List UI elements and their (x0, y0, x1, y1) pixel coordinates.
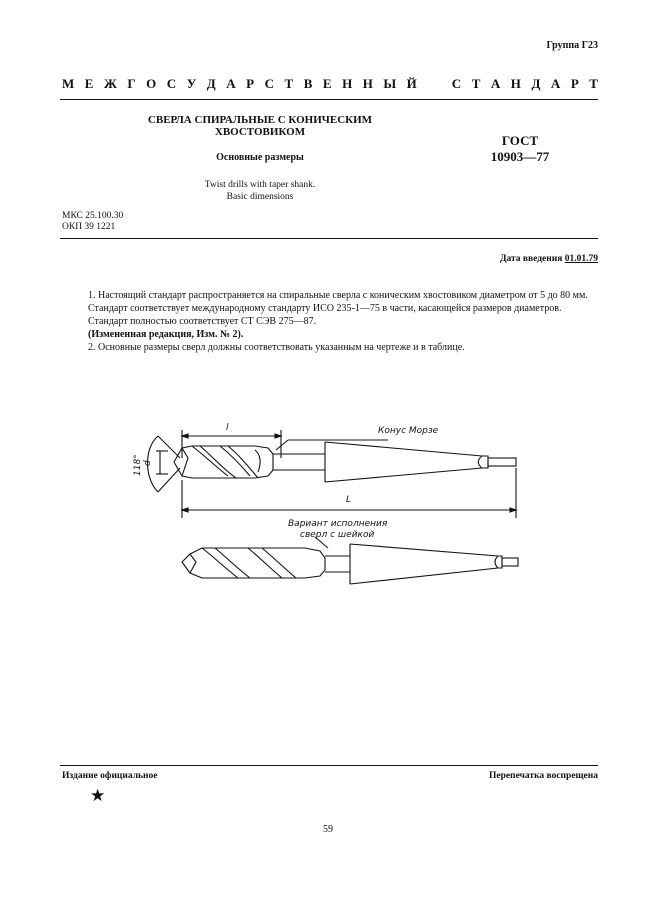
heading-letter: О (146, 76, 157, 91)
group-code: Группа Г23 (546, 40, 598, 51)
heading-letter: Н (342, 76, 353, 91)
taper-shank (325, 442, 488, 482)
variant-tang (502, 558, 518, 566)
variant-tip-edge (190, 554, 196, 573)
star-icon: ★ (90, 786, 106, 805)
variant-tang-curve (495, 556, 498, 568)
label-variant-2: сверл с шейкой (300, 530, 375, 540)
title-line-1: СВЕРЛА СПИРАЛЬНЫЕ С КОНИЧЕСКИМ (147, 114, 373, 126)
label-L: L (346, 495, 352, 505)
classification-codes (62, 211, 123, 233)
document-subtitle: Основные размеры (216, 152, 304, 163)
okp-code: ОКП 39 1221 (62, 222, 116, 232)
dim-L-arrow-left (182, 508, 188, 512)
heading-letter: Р (246, 76, 255, 91)
heading-word-gap (427, 76, 441, 92)
label-variant-1: Вариант исполнения (288, 519, 388, 529)
introduction-date-value: 01.01.79 (564, 254, 598, 264)
official-edition-note: Издание официальное (62, 771, 158, 781)
heading-letter: Д (531, 76, 541, 91)
heading-letter: Н (362, 76, 373, 91)
reprint-prohibited-note: Перепечатка воспрещена (488, 771, 598, 781)
body-paragraph: (Измененная редакция, Изм. № 2). (88, 329, 244, 340)
introduction-date (500, 254, 598, 264)
label-l: l (226, 423, 229, 433)
footer-rule (60, 765, 598, 766)
codes-rule (60, 238, 598, 239)
body-paragraph: Стандарт полностью соответствует СТ СЭВ 275—87. (88, 316, 317, 327)
english-title-line-1: Twist drills with taper shank. (204, 180, 316, 190)
document-title (120, 114, 400, 138)
flute-3 (220, 446, 250, 476)
gost-label: ГОСТ (501, 133, 539, 148)
heading-letter: С (166, 76, 177, 91)
dim-l-arrow-left (182, 434, 188, 438)
variant-taper-shank (350, 544, 502, 584)
heading-letter: Г (127, 76, 136, 91)
standard-type-heading (62, 76, 598, 92)
heading-letter: Е (322, 76, 332, 91)
dim-l-arrow-right (275, 434, 281, 438)
flute-1 (192, 446, 228, 476)
heading-letter: А (550, 76, 561, 91)
heading-letter: А (226, 76, 236, 91)
label-angle: 118° (133, 454, 143, 476)
heading-letter: Д (206, 76, 216, 91)
tang-curve (478, 456, 482, 468)
heading-letter: А (490, 76, 501, 91)
introduction-date-label: Дата введения (499, 254, 563, 264)
flute-4 (228, 446, 258, 478)
heading-letter: В (303, 76, 313, 91)
english-title-line-2: Basic dimensions (226, 192, 294, 202)
flute-end (255, 450, 260, 472)
drill-body (174, 446, 273, 478)
heading-letter: Н (510, 76, 521, 91)
heading-letter: Е (84, 76, 94, 91)
cone-leader-arrow (276, 440, 288, 450)
dim-L-arrow-right (510, 508, 516, 512)
heading-letter: Т (284, 76, 294, 91)
english-title (120, 179, 400, 203)
heading-letter: Т (589, 76, 598, 91)
heading-letter: У (186, 76, 197, 91)
flute-2 (200, 446, 236, 478)
page-number: 59 (323, 824, 333, 835)
heading-letter: Ж (103, 76, 117, 91)
heading-letter: Ы (383, 76, 397, 91)
heading-letter: Т (471, 76, 481, 91)
body-paragraph: 1. Настоящий стандарт распространяется на спиральные сверла с коническим хвостовиком диаметром от 5 до 80 мм. (88, 290, 588, 301)
body-paragraph: Стандарт соответствует международному стандарту ИСО 235-1—75 в части, касающейся размеров диаметров. (88, 303, 562, 314)
header-rule (60, 99, 598, 100)
heading-letter: М (62, 76, 75, 91)
label-d: d (143, 460, 153, 466)
mks-code: МКС 25.100.30 (62, 211, 124, 221)
variant-flute-3 (248, 548, 282, 578)
label-cone: Конус Морзе (378, 426, 439, 436)
heading-letter: С (451, 76, 462, 91)
variant-flute-4 (262, 548, 296, 578)
title-line-2: ХВОСТОВИКОМ (214, 126, 306, 138)
gost-number: 10903—77 (490, 149, 550, 164)
body-paragraph: 2. Основные размеры сверл должны соответствовать указанным на чертеже и в таблице. (88, 342, 465, 353)
drill-drawing (130, 418, 530, 603)
heading-letter: С (264, 76, 274, 91)
tang (488, 458, 516, 466)
heading-letter: Р (570, 76, 579, 91)
angle-leg-bottom (158, 468, 180, 492)
body-text (62, 289, 598, 354)
heading-letter: Й (406, 76, 417, 91)
gost-designation (470, 133, 570, 165)
drill-tip-edge (182, 448, 188, 476)
angle-leg-top (158, 436, 180, 458)
